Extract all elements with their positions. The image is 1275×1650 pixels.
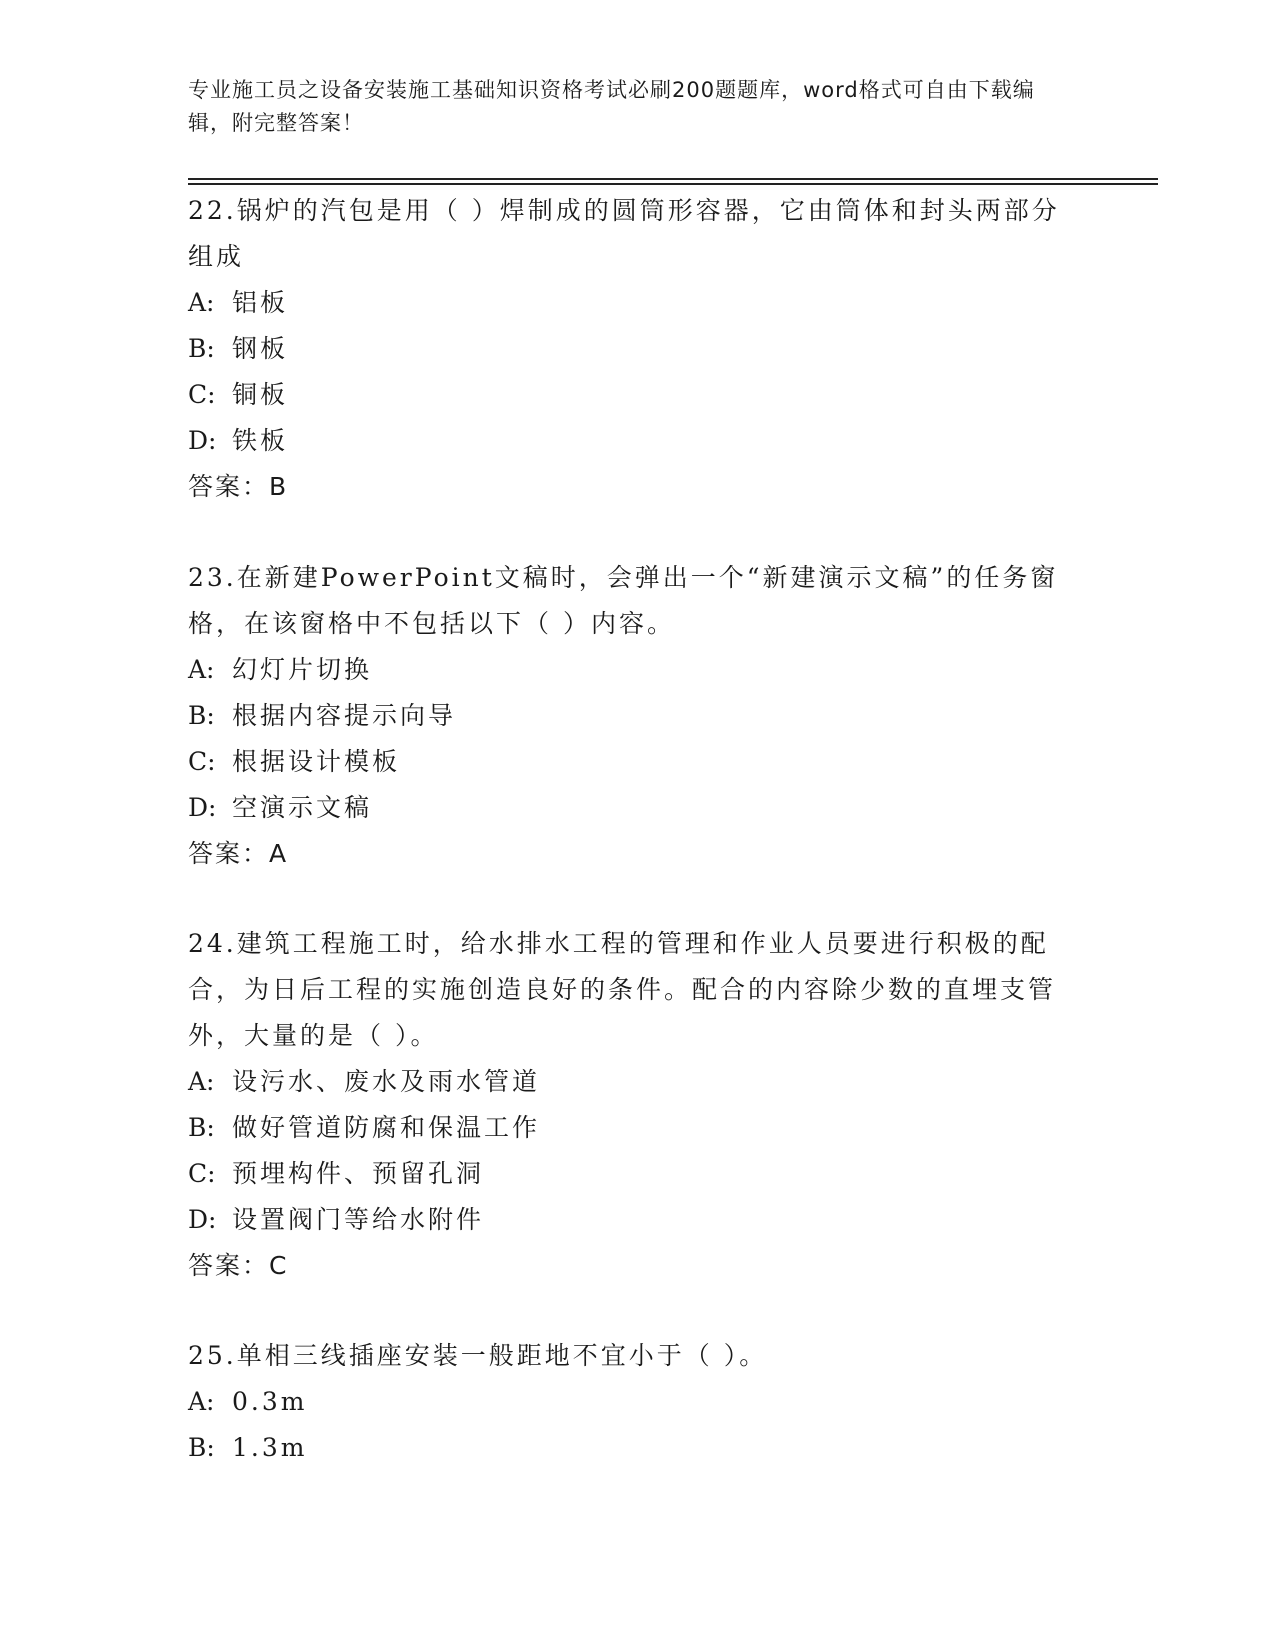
- question-22: [188, 188, 1078, 510]
- option-text: 设污水、废水及雨水管道: [232, 1067, 541, 1096]
- option-text: 根据设计模板: [232, 747, 401, 776]
- option-text: 钢板: [232, 334, 289, 363]
- option-a: A: 0.3m: [188, 1387, 308, 1416]
- answer: 答案：A: [188, 839, 289, 868]
- document-header: [188, 74, 1068, 140]
- question-stem: 22.锅炉的汽包是用（ ）焊制成的圆筒形容器，它由筒体和封头两部分组成: [188, 196, 1060, 271]
- option-text: 设置阀门等给水附件: [232, 1205, 485, 1234]
- question-25: [188, 1333, 1078, 1471]
- option-c: C: 根据设计模板: [188, 747, 401, 776]
- option-text: 预埋构件、预留孔洞: [232, 1159, 485, 1188]
- question-stem: 24.建筑工程施工时，给水排水工程的管理和作业人员要进行积极的配合，为日后工程的实施创造良好的条件。配合的内容除少数的直埋支管外，大量的是（ ）。: [188, 929, 1057, 1050]
- header-divider-bottom: [188, 183, 1158, 185]
- answer: 答案：B: [188, 472, 289, 501]
- question-24: [188, 921, 1078, 1289]
- option-c: C: 预埋构件、预留孔洞: [188, 1159, 485, 1188]
- option-a: A: 幻灯片切换: [188, 655, 373, 684]
- option-text: 铁板: [232, 426, 289, 455]
- option-text: 根据内容提示向导: [232, 701, 457, 730]
- option-text: 做好管道防腐和保温工作: [232, 1113, 541, 1142]
- option-text: 铝板: [232, 288, 289, 317]
- option-d: D: 空演示文稿: [188, 793, 373, 822]
- option-a: A: 设污水、废水及雨水管道: [188, 1067, 541, 1096]
- question-23: [188, 555, 1078, 877]
- option-b: B: 做好管道防腐和保温工作: [188, 1113, 541, 1142]
- header-title: 专业施工员之设备安装施工基础知识资格考试必刷200题题库，word格式可自由下载编辑，附完整答案！: [188, 78, 1035, 135]
- option-a: A: 铝板: [188, 288, 289, 317]
- answer: 答案：C: [188, 1251, 289, 1280]
- question-stem: 23.在新建PowerPoint文稿时，会弹出一个“新建演示文稿”的任务窗格，在该窗格中不包括以下（ ）内容。: [188, 563, 1059, 638]
- option-b: B: 1.3m: [188, 1433, 308, 1462]
- option-text: 幻灯片切换: [232, 655, 373, 684]
- question-stem: 25.单相三线插座安装一般距地不宜小于（ ）。: [188, 1341, 768, 1370]
- option-d: D: 设置阀门等给水附件: [188, 1205, 485, 1234]
- option-text: 1.3m: [232, 1433, 308, 1462]
- option-text: 0.3m: [232, 1387, 308, 1416]
- option-b: B: 根据内容提示向导: [188, 701, 457, 730]
- option-text: 空演示文稿: [232, 793, 373, 822]
- option-b: B: 钢板: [188, 334, 289, 363]
- option-text: 铜板: [232, 380, 289, 409]
- header-divider-top: [188, 178, 1158, 180]
- option-c: C: 铜板: [188, 380, 289, 409]
- option-d: D: 铁板: [188, 426, 289, 455]
